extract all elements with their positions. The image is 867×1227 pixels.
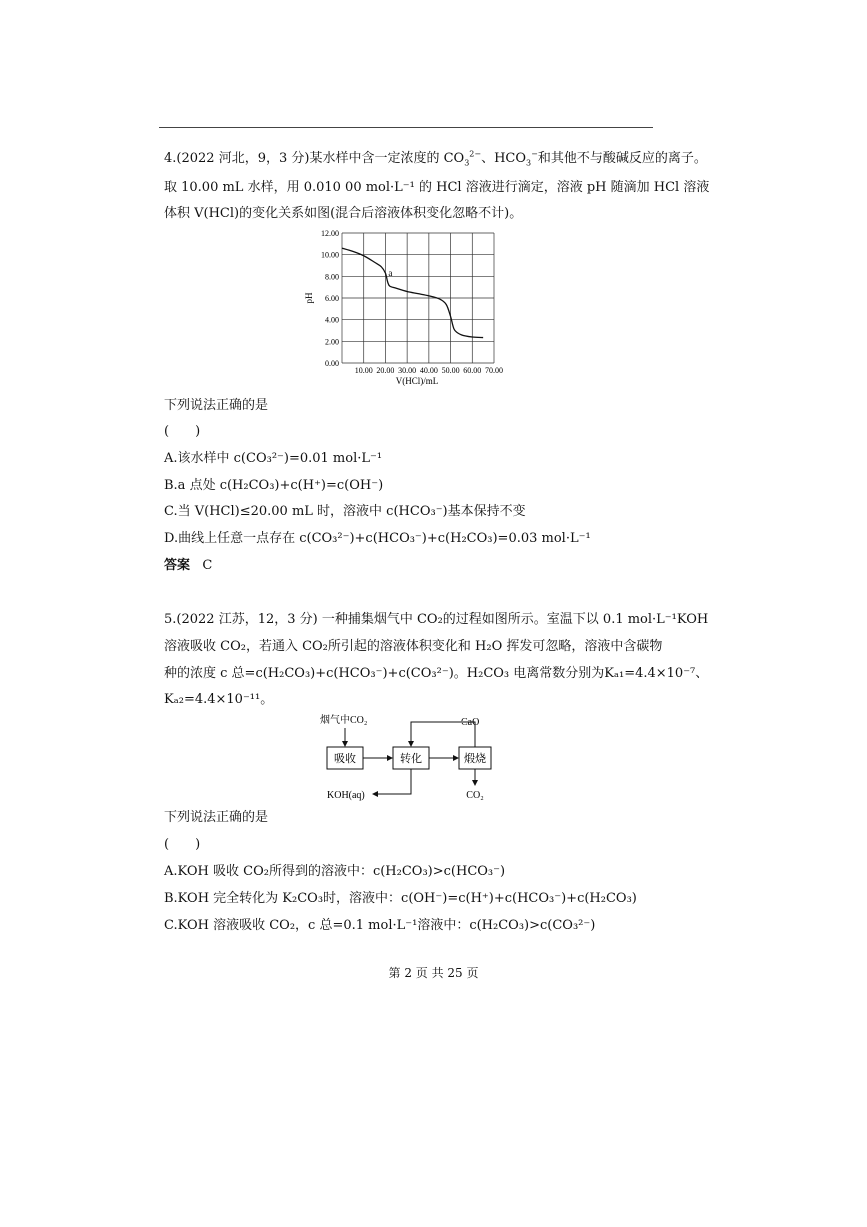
x-tick-label: 30.00 <box>398 366 417 375</box>
header-rule <box>159 127 653 128</box>
x-tick-label: 40.00 <box>419 366 438 375</box>
q4-option-c: C.当 V(HCl)≤20.00 mL 时，溶液中 c(HCO₃⁻)基本保持不变 <box>164 504 526 519</box>
q5-line3: 种的浓度 c 总=c(H₂CO₃)+c(HCO₃⁻)+c(CO₃²⁻)。H₂CO₃ 电离常数分别为Kₐ₁=4.4×10⁻⁷、 <box>164 666 709 681</box>
q4-line3: 体积 V(HCl)的变化关系如图(混合后溶液体积变化忽略不计)。 <box>164 206 523 221</box>
y-tick-label: 12.00 <box>321 229 339 238</box>
calcine-label: 煅烧 <box>464 753 486 765</box>
koh-label: KOH(aq) <box>327 790 365 801</box>
chart-grid <box>342 233 494 363</box>
q4-line1: 4.(2022 河北，9，3 分)某水样中含一定浓度的 $CO_3^{2-}$、$HCO_3^-$和其他不与酸碱反应的离子。 <box>164 149 707 168</box>
page-footer: 第 2 页 共 25 页 <box>388 966 479 980</box>
y-tick-label: 4.00 <box>325 315 339 325</box>
q5-paren: ( ) <box>164 837 201 852</box>
answer-label: 答案 <box>164 558 191 573</box>
point-a-label: a <box>388 268 393 279</box>
co2-output-label: CO₂ <box>466 790 484 801</box>
q4-line2: 取 10.00 mL 水样，用 0.010 00 mol·L⁻¹ 的 HCl 溶液进行滴定，溶液 pH 随滴加 HCl 溶液 <box>164 180 710 195</box>
y-tick-labels <box>321 229 339 368</box>
y-tick-label: 10.00 <box>321 250 339 260</box>
q5-line4: Kₐ₂=4.4×10⁻¹¹。 <box>164 692 274 707</box>
x-tick-label: 70.00 <box>485 366 503 375</box>
q5-line2: 溶液吸收 CO₂，若通入 CO₂所引起的溶液体积变化和 H₂O 挥发可忽略，溶液中含碳物 <box>164 639 663 654</box>
y-tick-label: 6.00 <box>325 294 339 303</box>
x-axis-label: V(HCl)/mL <box>395 376 439 386</box>
q4-prompt: 下列说法正确的是 <box>164 398 269 413</box>
q5-option-c: C.KOH 溶液吸收 CO₂，c 总=0.1 mol·L⁻¹溶液中：c(H₂CO₃)>c(CO₃²⁻) <box>164 918 596 933</box>
q4-option-a: A.该水样中 c(CO₃²⁻)=0.01 mol·L⁻¹ <box>164 451 383 466</box>
ph-curve <box>342 248 483 337</box>
absorb-label: 吸收 <box>334 753 356 765</box>
x-tick-label: 50.00 <box>441 366 460 375</box>
y-tick-label: 8.00 <box>325 272 339 282</box>
co2-capture-flowchart <box>315 708 515 804</box>
q5-option-b: B.KOH 完全转化为 K₂CO₃时，溶液中：c(OH⁻)=c(H⁺)+c(HCO₃⁻)+c(H₂CO₃) <box>164 891 637 906</box>
y-axis-label: pH <box>304 292 314 304</box>
q4-answer <box>164 558 212 574</box>
q4-option-d: D.曲线上任意一点存在 c(CO₃²⁻)+c(HCO₃⁻)+c(H₂CO₃)=0.03 mol·L⁻¹ <box>164 531 591 546</box>
answer-value: C <box>202 558 213 573</box>
q5-option-a: A.KOH 吸收 CO₂所得到的溶液中：c(H₂CO₃)>c(HCO₃⁻) <box>164 864 506 879</box>
q5-line1: 5.(2022 江苏，12，3 分) 一种捕集烟气中 CO₂的过程如图所示。室温下以 0.1 mol·L⁻¹KOH <box>164 612 709 627</box>
convert-label: 转化 <box>400 753 422 765</box>
y-tick-label: 2.00 <box>325 337 339 347</box>
cao-text: CaO <box>461 717 480 728</box>
flue-gas-co2-label: 烟气中CO₂ <box>320 715 368 726</box>
x-tick-label: 20.00 <box>376 366 395 375</box>
y-tick-label: 0.00 <box>325 359 339 368</box>
q4-paren: ( ) <box>164 424 201 439</box>
q5-prompt: 下列说法正确的是 <box>164 810 269 825</box>
q4-option-b: B.a 点处 c(H₂CO₃)+c(H⁺)=c(OH⁻) <box>164 478 384 493</box>
x-tick-labels <box>355 366 503 375</box>
x-tick-label: 10.00 <box>354 366 373 375</box>
x-tick-label: 60.00 <box>463 366 482 375</box>
ph-titration-chart <box>300 225 520 390</box>
